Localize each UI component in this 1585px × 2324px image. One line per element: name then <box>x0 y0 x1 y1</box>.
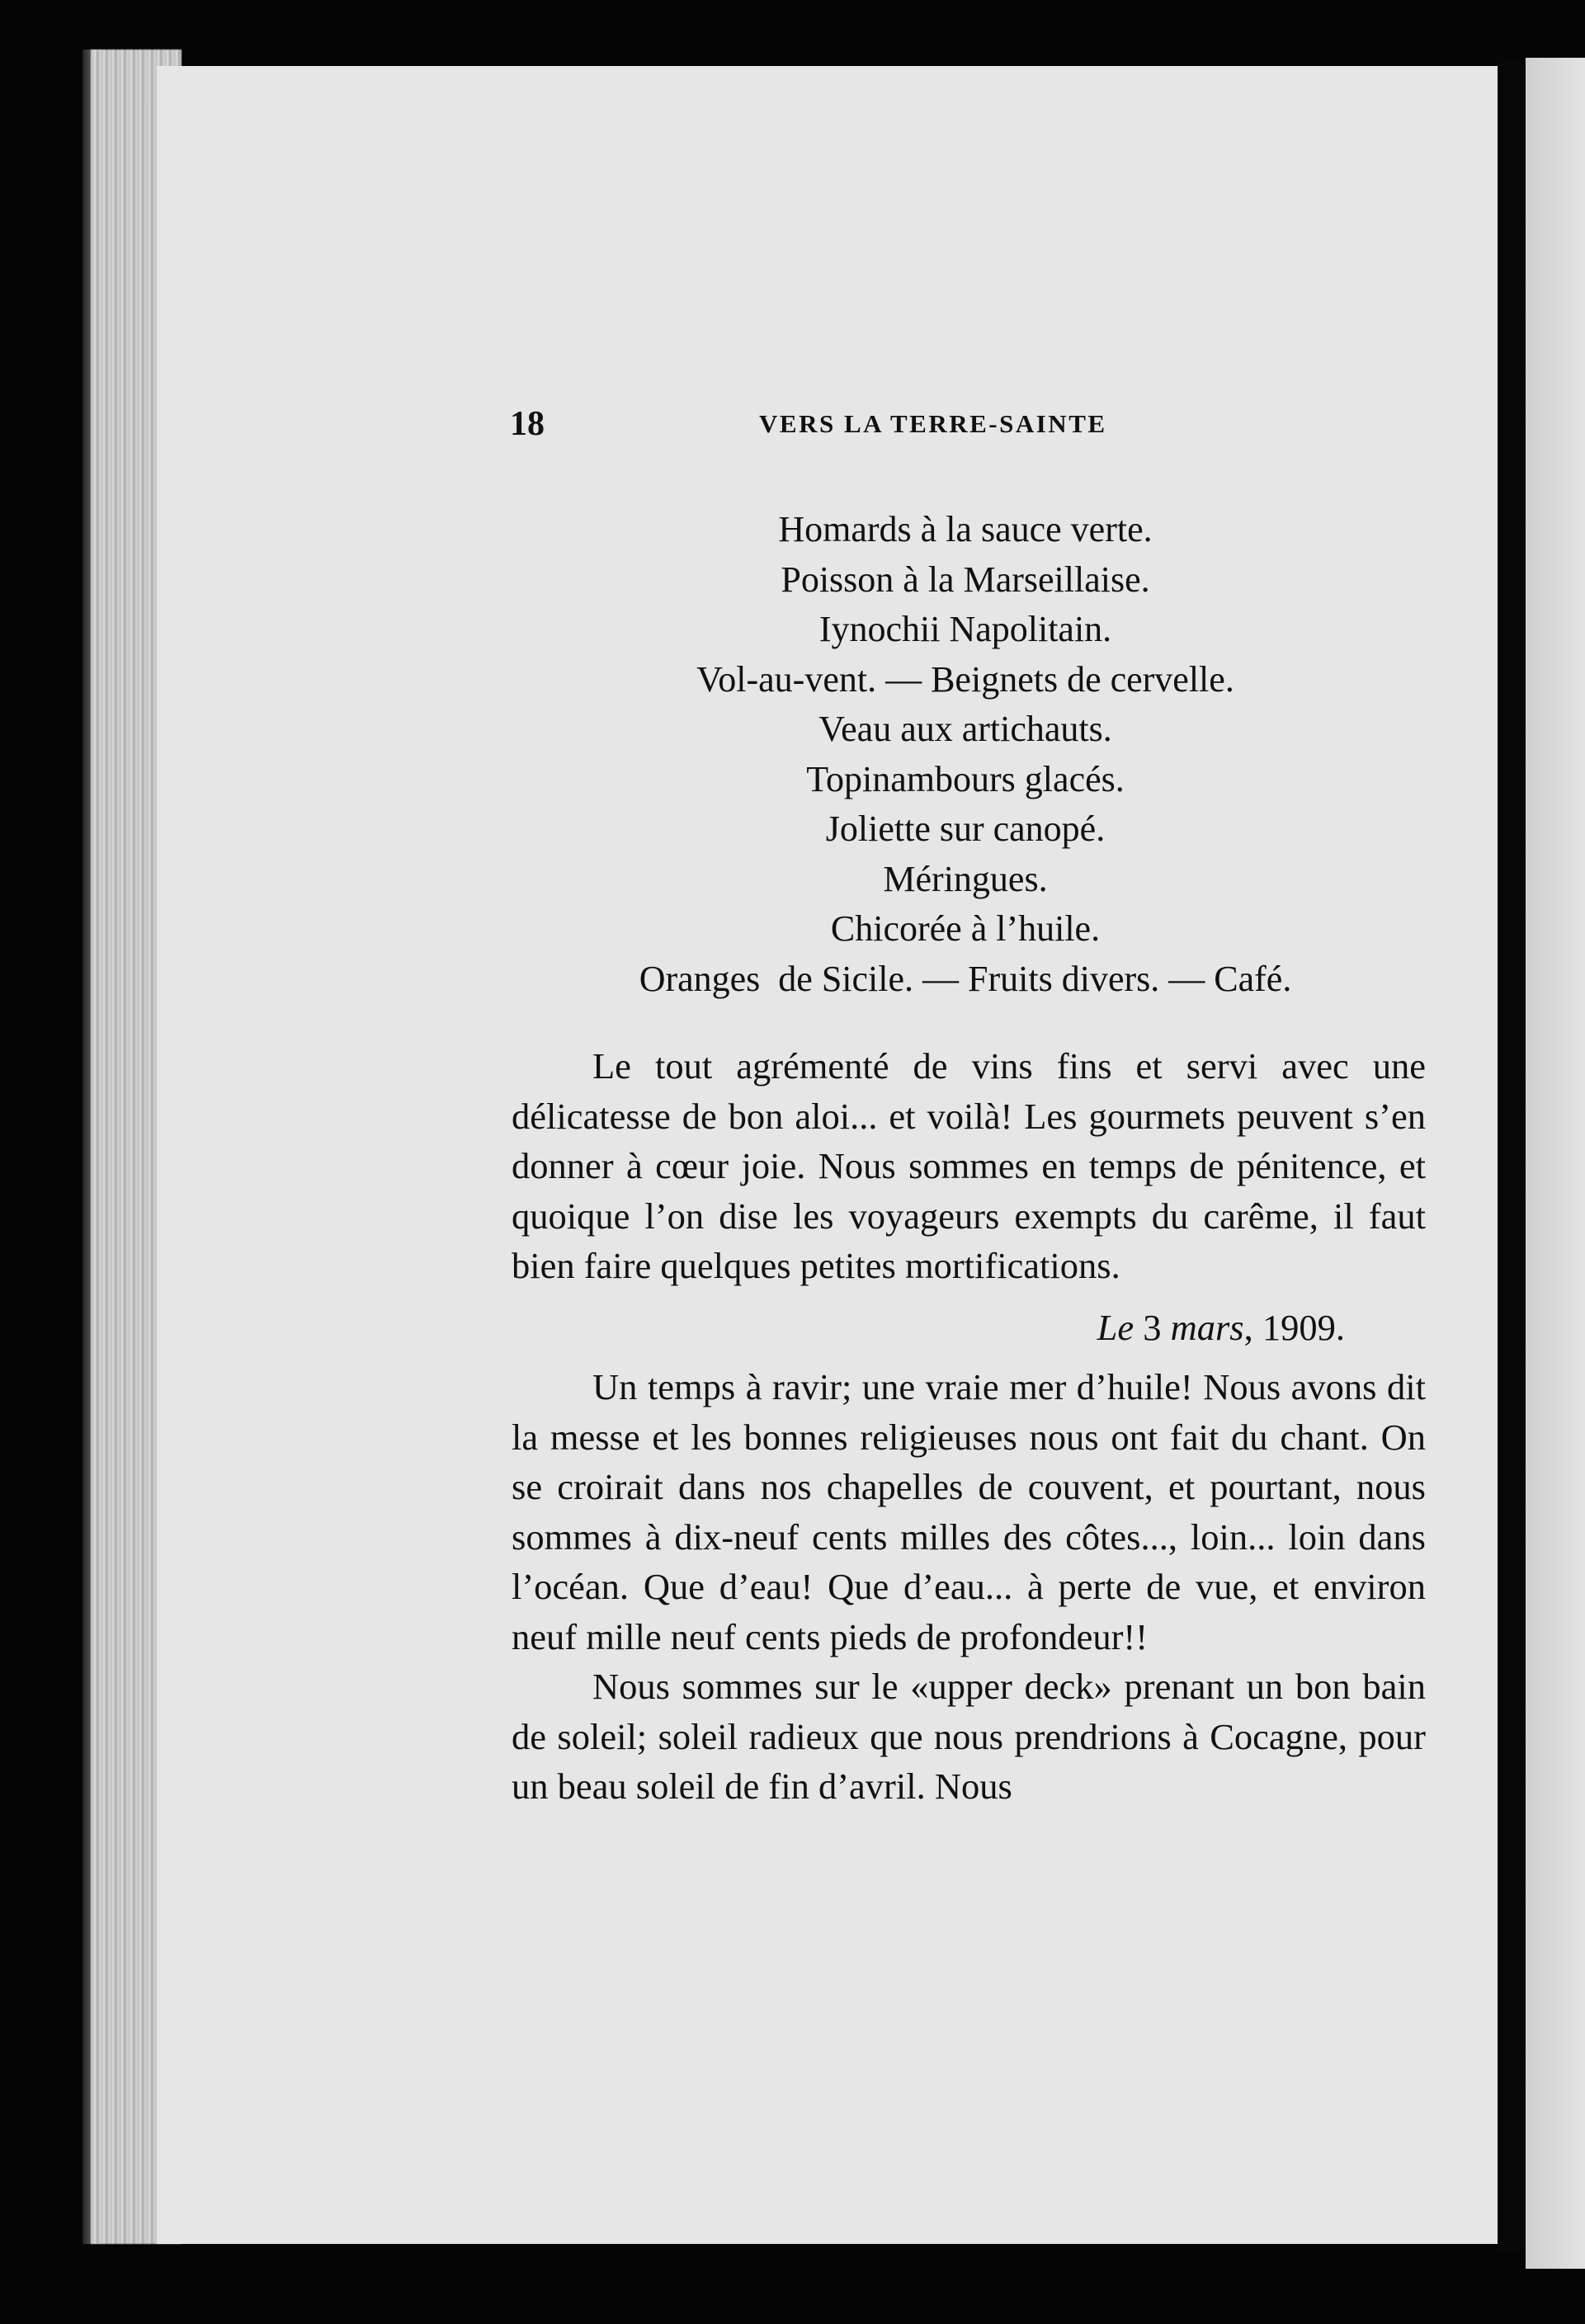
dateline <box>512 1303 1345 1353</box>
menu-item: Poisson à la Marseillaise. <box>781 559 1150 600</box>
menu-item: Chicorée à l’huile. <box>830 908 1101 949</box>
paragraph-2: Un temps à ravir; une vraie mer d’huile! Nous avons dit la messe et les bonnes religieuses nous ont fait du chant. On se croirait dans nos chapelles de couvent, et pourtant, nous sommes à dix-neuf cents milles des côtes..., loin... loin dans l’océan. Que d’eau! Que d’eau... à perte de vue, et environ neuf mille neuf cents pieds de profondeur!! <box>512 1366 1426 1657</box>
body-text <box>512 1041 1426 1812</box>
menu-item: Oranges de Sicile. — Fruits divers. — Café. <box>639 958 1292 999</box>
running-title: VERS LA TERRE-SAINTE <box>759 409 1107 438</box>
menu-item: Veau aux artichauts. <box>818 709 1112 749</box>
menu-item: Iynochii Napolitain. <box>818 609 1112 649</box>
page-gap <box>1498 58 1526 2252</box>
dateline-prefix: Le <box>1097 1306 1135 1348</box>
menu-item: Méringues. <box>883 858 1048 899</box>
running-head <box>0 404 1585 454</box>
menu-item: Topinambours glacés. <box>806 758 1125 799</box>
dateline-day: 3 <box>1134 1306 1171 1348</box>
page-number: 18 <box>510 405 545 443</box>
opposite-page-edge <box>1526 58 1585 2269</box>
paragraph-3: Nous sommes sur le «upper deck» prenant un bon bain de soleil; soleil radieux que nous prendrions à Cocagne, pour un beau soleil de fin d’avril. Nous <box>512 1666 1426 1807</box>
menu-item: Homards à la sauce verte. <box>778 509 1153 549</box>
dateline-year: , 1909. <box>1243 1306 1345 1348</box>
menu-list <box>512 505 1419 1004</box>
menu-item: Vol-au-vent. — Beignets de cervelle. <box>696 658 1234 700</box>
paragraph-1: Le tout agrémenté de vins fins et servi avec une délicatesse de bon aloi... et voilà! Les gourmets peuvent s’en donner à cœur joie. Nous sommes en temps de pénitence, et quoique l’on dise les voyageurs exempts du carême, il faut bien faire quelques petites mortifications. <box>512 1045 1426 1286</box>
dateline-month: mars <box>1170 1306 1244 1348</box>
menu-item: Joliette sur canopé. <box>825 808 1106 849</box>
